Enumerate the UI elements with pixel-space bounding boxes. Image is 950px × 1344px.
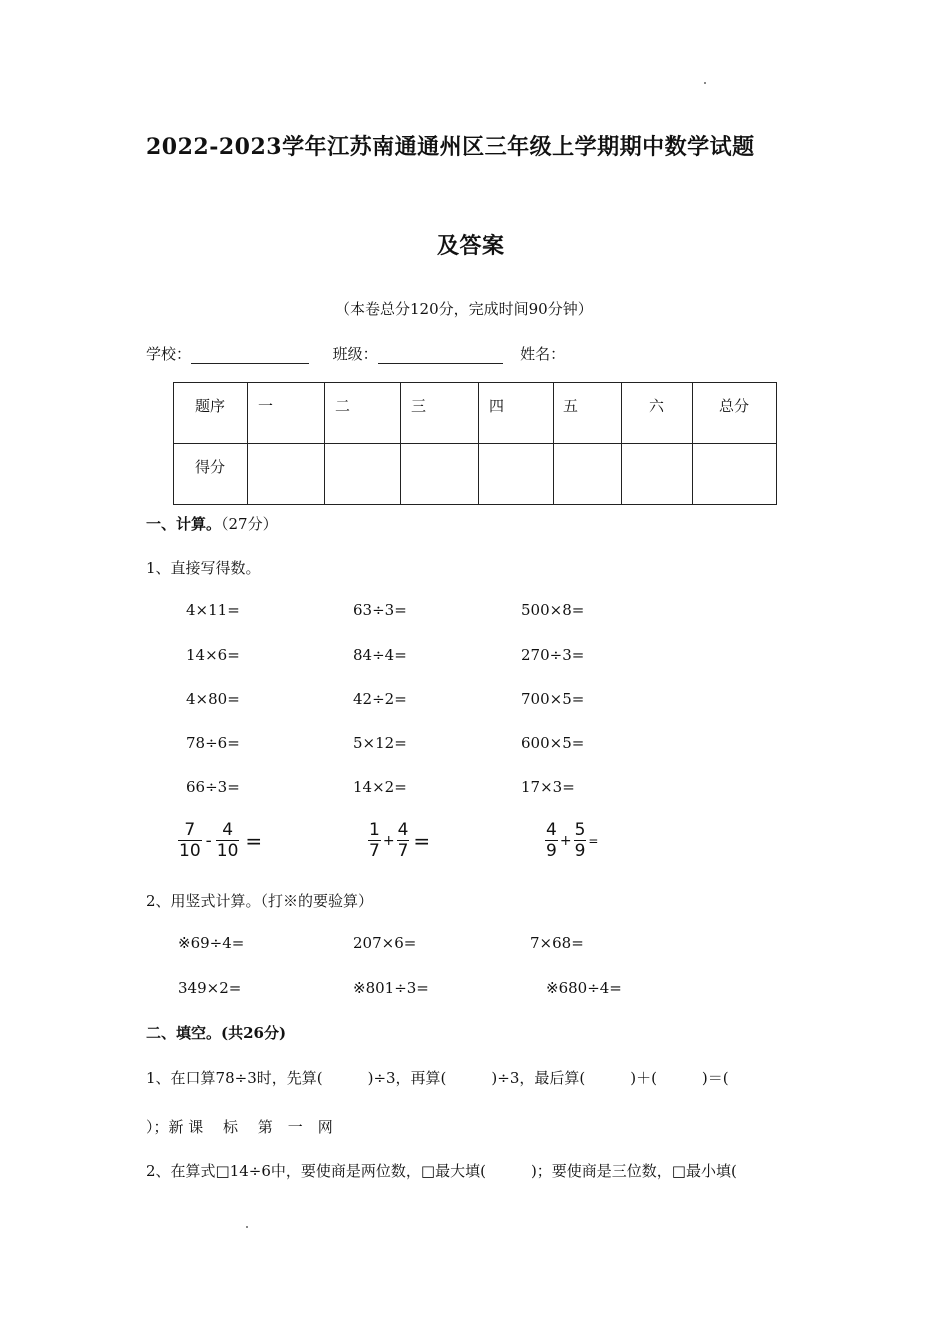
vertical-problem: 207×6= xyxy=(353,934,417,952)
score-cell[interactable] xyxy=(479,444,554,505)
score-header-row xyxy=(174,383,777,444)
operator: + xyxy=(382,832,395,849)
fraction-problem xyxy=(178,820,262,861)
numerator: 4 xyxy=(222,820,234,840)
title-line-2: 及答案 xyxy=(437,233,505,259)
section-1-title: 一、计算。 xyxy=(146,515,222,533)
score-header-cell: 三 xyxy=(401,383,479,444)
question-2-1-line-2: ）；新 课 标 第 一 网 xyxy=(146,1118,333,1136)
operator: - xyxy=(205,830,212,851)
oral-problem: 4×80= xyxy=(186,690,240,708)
score-table xyxy=(173,382,777,505)
name-label: 姓名： xyxy=(520,345,566,363)
vertical-problem: 7×68= xyxy=(530,934,584,952)
operator: + xyxy=(559,832,572,849)
oral-problem: 66÷3= xyxy=(186,778,240,796)
question-2-1-line-1: 1、在口算78÷3时，先算( )÷3，再算( )÷3，最后算( )＋( )＝( xyxy=(146,1069,729,1087)
numerator: 5 xyxy=(574,820,586,840)
equals-sign: = xyxy=(245,828,263,853)
denominator: 9 xyxy=(546,841,557,861)
oral-problem: 42÷2= xyxy=(353,690,407,708)
section-1-points: （27分） xyxy=(221,515,278,533)
numerator: 7 xyxy=(184,820,196,840)
question-1-2: 2、用竖式计算。（打※的要验算） xyxy=(146,892,374,910)
numerator: 4 xyxy=(397,820,409,840)
title-line-1: 2022-2023学年江苏南通通州区三年级上学期期中数学试题 xyxy=(146,134,755,160)
numerator: 4 xyxy=(546,820,557,840)
denominator: 7 xyxy=(397,841,409,861)
oral-problem: 17×3= xyxy=(521,778,575,796)
denominator: 10 xyxy=(216,841,239,861)
score-row-label: 得分 xyxy=(174,444,248,505)
equals-sign: = xyxy=(588,833,599,848)
score-cell[interactable] xyxy=(554,444,622,505)
school-label: 学校： xyxy=(146,345,192,363)
oral-problem: 78÷6= xyxy=(186,734,240,752)
denominator: 7 xyxy=(369,841,380,861)
score-header-cell: 五 xyxy=(554,383,622,444)
class-label: 班级： xyxy=(332,345,378,363)
oral-problem: 84÷4= xyxy=(353,646,407,664)
vertical-problem: ※69÷4= xyxy=(178,934,245,952)
scan-mark xyxy=(704,82,706,84)
oral-problem: 14×2= xyxy=(353,778,407,796)
fraction-problem xyxy=(545,820,598,861)
score-cell[interactable] xyxy=(693,444,777,505)
oral-problem: 500×8= xyxy=(521,601,585,619)
vertical-problem: 349×2= xyxy=(178,979,242,997)
vertical-problem: ※801÷3= xyxy=(353,979,429,997)
class-blank[interactable] xyxy=(378,349,503,364)
score-cell[interactable] xyxy=(325,444,401,505)
numerator: 1 xyxy=(369,820,380,840)
question-1-1: 1、直接写得数。 xyxy=(146,559,261,577)
oral-problem: 14×6= xyxy=(186,646,240,664)
denominator: 9 xyxy=(574,841,586,861)
oral-problem: 270÷3= xyxy=(521,646,585,664)
section-1-heading xyxy=(146,513,278,534)
score-header-cell: 四 xyxy=(479,383,554,444)
subtitle: （本卷总分120分，完成时间90分钟） xyxy=(335,300,593,318)
oral-problem: 600×5= xyxy=(521,734,585,752)
scan-mark xyxy=(246,1226,248,1228)
score-header-cell: 六 xyxy=(622,383,693,444)
score-value-row xyxy=(174,444,777,505)
score-cell[interactable] xyxy=(622,444,693,505)
score-cell[interactable] xyxy=(401,444,479,505)
score-header-cell: 题序 xyxy=(174,383,248,444)
score-header-cell: 一 xyxy=(248,383,325,444)
school-blank[interactable] xyxy=(191,349,309,364)
oral-problem: 4×11= xyxy=(186,601,240,619)
score-cell[interactable] xyxy=(248,444,325,505)
score-header-cell: 总分 xyxy=(693,383,777,444)
oral-problem: 5×12= xyxy=(353,734,407,752)
vertical-problem: ※680÷4= xyxy=(546,979,622,997)
oral-problem: 63÷3= xyxy=(353,601,407,619)
score-header-cell: 二 xyxy=(325,383,401,444)
oral-problem: 700×5= xyxy=(521,690,585,708)
section-2-heading: 二、填空。(共26分) xyxy=(146,1024,287,1042)
denominator: 10 xyxy=(179,841,201,861)
fraction-problem xyxy=(368,820,430,861)
equals-sign: = xyxy=(413,828,431,853)
student-info-row xyxy=(146,343,565,364)
question-2-2-line-1: 2、在算式□14÷6中，要使商是两位数，□最大填( )；要使商是三位数，□最小填( xyxy=(146,1162,737,1180)
